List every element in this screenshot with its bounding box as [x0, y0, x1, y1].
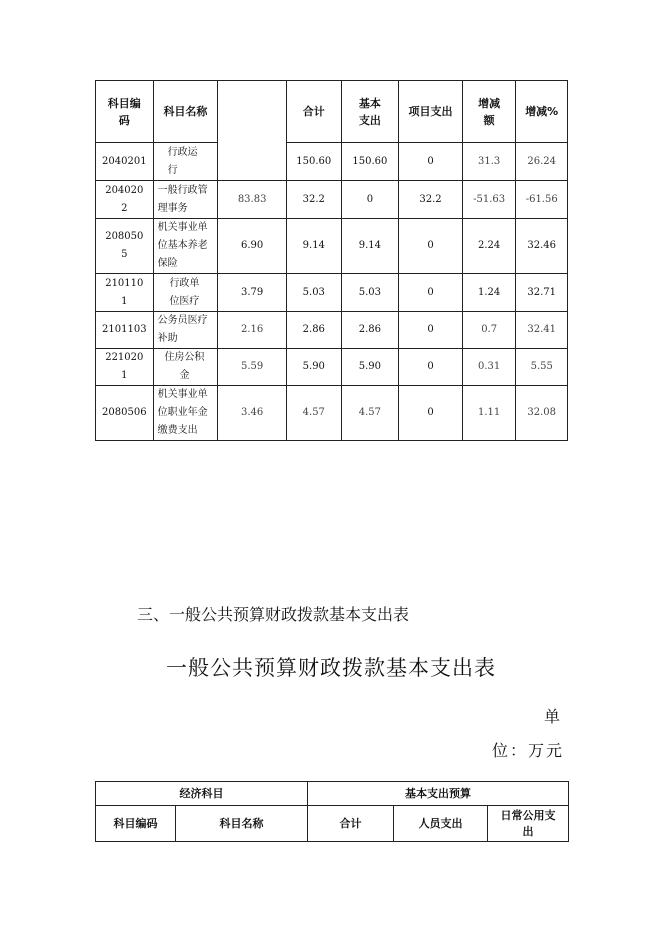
expenditure-change-table: [95, 80, 568, 441]
row-change-pct: -61.56: [516, 181, 568, 219]
table-group-header-row: [96, 782, 569, 806]
row-name: 机关事业单位职业年金缴费支出: [153, 386, 218, 441]
row-total: 5.90: [287, 349, 342, 386]
row-basic: 5.03: [341, 274, 399, 312]
document-title: 一般公共预算财政拨款基本支出表: [166, 656, 496, 680]
row-name: 住房公积金: [153, 349, 218, 386]
unit-label-line1: 单: [544, 707, 561, 726]
row-code: 2080505: [96, 219, 154, 274]
row-change: 1.24: [462, 274, 516, 312]
table-header-row: [96, 806, 569, 842]
row-change-pct: 32.46: [516, 219, 568, 274]
row-prev: 2.16: [218, 312, 287, 349]
row-project: 0: [399, 386, 463, 441]
row-change-pct: 5.55: [516, 349, 568, 386]
row-prev: 3.46: [218, 386, 287, 441]
header-total: 合计: [308, 806, 394, 842]
row-basic: 2.86: [341, 312, 399, 349]
row-prev: 6.90: [218, 219, 287, 274]
row-total: 2.86: [287, 312, 342, 349]
header-total: 合计: [287, 81, 342, 143]
row-code: 2040201: [96, 143, 154, 181]
header-code: 科目编码: [96, 81, 154, 143]
row-total: 150.60: [287, 143, 342, 181]
row-prev: 83.83: [218, 181, 287, 219]
row-total: 4.57: [287, 386, 342, 441]
row-change: 31.3: [462, 143, 516, 181]
row-project: 32.2: [399, 181, 463, 219]
row-code: 2101101: [96, 274, 154, 312]
row-change-pct: 32.71: [516, 274, 568, 312]
row-code: 2040202: [96, 181, 154, 219]
group-header-econ: 经济科目: [96, 782, 308, 806]
header-code: 科目编码: [96, 806, 176, 842]
header-prev-year: [218, 81, 287, 181]
row-basic: 0: [341, 181, 399, 219]
row-project: 0: [399, 349, 463, 386]
row-change: 1.11: [462, 386, 516, 441]
row-name: 机关事业单位基本养老保险: [153, 219, 218, 274]
row-basic: 5.90: [341, 349, 399, 386]
header-daily-public: 日常公用支出: [488, 806, 569, 842]
row-change: -51.63: [462, 181, 516, 219]
table-row: [96, 181, 568, 219]
row-change-pct: 26.24: [516, 143, 568, 181]
row-change: 2.24: [462, 219, 516, 274]
row-change: 0.31: [462, 349, 516, 386]
row-prev: 5.59: [218, 349, 287, 386]
table-row: [96, 143, 568, 181]
row-total: 9.14: [287, 219, 342, 274]
row-code: 2080506: [96, 386, 154, 441]
header-project: 项目支出: [399, 81, 463, 143]
row-project: 0: [399, 312, 463, 349]
row-change: 0.7: [462, 312, 516, 349]
table-row: [96, 274, 568, 312]
row-code: 2101103: [96, 312, 154, 349]
row-code: 2210201: [96, 349, 154, 386]
table-row: [96, 349, 568, 386]
row-project: 0: [399, 274, 463, 312]
table-row: [96, 312, 568, 349]
row-name: 公务员医疗补助: [153, 312, 218, 349]
group-header-budget: 基本支出预算: [308, 782, 569, 806]
row-change-pct: 32.08: [516, 386, 568, 441]
table-row: [96, 219, 568, 274]
header-personnel: 人员支出: [394, 806, 488, 842]
row-basic: 4.57: [341, 386, 399, 441]
section-heading: 三、一般公共预算财政拨款基本支出表: [137, 605, 410, 624]
row-name: 一般行政管理事务: [153, 181, 218, 219]
table-row: [96, 386, 568, 441]
header-name: 科目名称: [176, 806, 308, 842]
header-change: 增减额: [462, 81, 516, 143]
row-name: 行政单位医疗: [153, 274, 218, 312]
row-basic: 9.14: [341, 219, 399, 274]
row-project: 0: [399, 143, 463, 181]
basic-expenditure-table: [95, 781, 569, 842]
row-project: 0: [399, 219, 463, 274]
table-header-row: [96, 81, 568, 143]
row-prev: 3.79: [218, 274, 287, 312]
row-name: 行政运行: [153, 143, 218, 181]
header-name: 科目名称: [153, 81, 218, 143]
row-total: 5.03: [287, 274, 342, 312]
unit-label-line2: 位：万元: [492, 741, 565, 760]
row-change-pct: 32.41: [516, 312, 568, 349]
row-basic: 150.60: [341, 143, 399, 181]
header-change-pct: 增减%: [516, 81, 568, 143]
row-total: 32.2: [287, 181, 342, 219]
header-basic: 基本支出: [341, 81, 399, 143]
